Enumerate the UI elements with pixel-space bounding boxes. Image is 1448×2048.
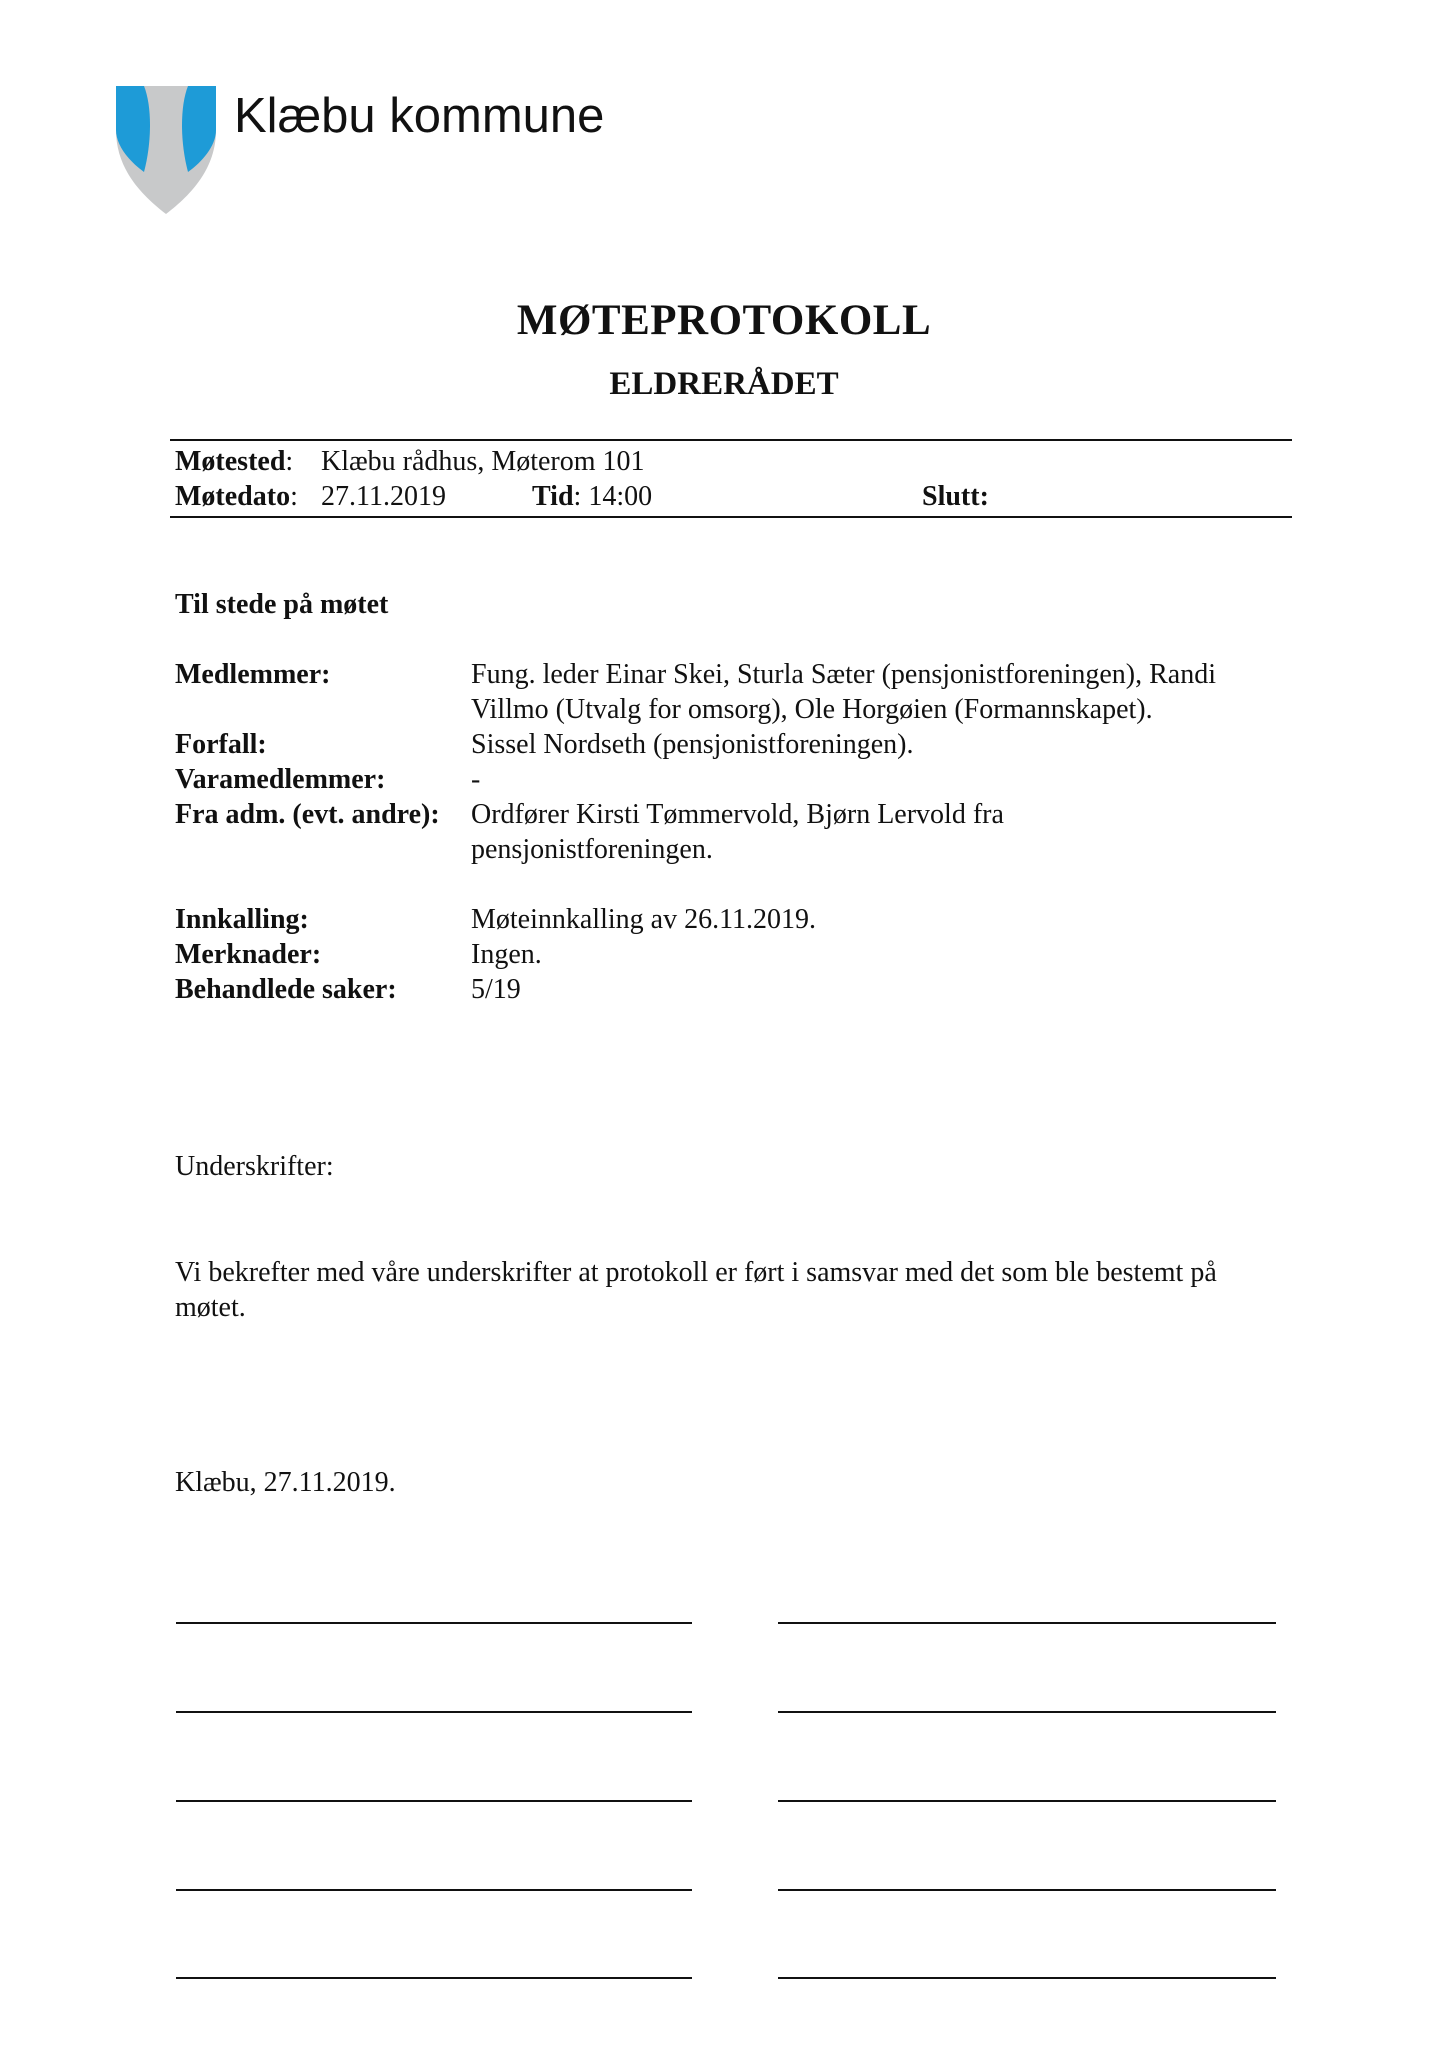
meeting-time-value: 14:00 — [588, 481, 653, 512]
summons-label: Innkalling: — [175, 904, 309, 935]
attendance-heading: Til stede på møtet — [175, 589, 389, 620]
absent-value: Sissel Nordseth (pensjonistforeningen). — [471, 729, 914, 760]
meeting-time-label: Tid — [532, 481, 574, 512]
deputies-label: Varamedlemmer: — [175, 764, 386, 795]
cases-value: 5/19 — [471, 974, 521, 1005]
summons-value: Møteinnkalling av 26.11.2019. — [471, 904, 817, 935]
municipality-name: Klæbu kommune — [234, 89, 605, 143]
confirmation-text-line1: Vi bekrefter med våre underskrifter at protokoll er ført i samsvar med det som ble bestemt på — [175, 1257, 1217, 1288]
signature-line — [778, 1800, 1276, 1802]
meeting-date-row: Møtedato: 27.11.2019 Tid: 14:00 Slutt: — [175, 481, 989, 512]
signature-line — [176, 1711, 692, 1713]
admin-label: Fra adm. (evt. andre): — [175, 799, 440, 830]
meeting-end-label: Slutt: — [922, 481, 989, 512]
signature-line — [176, 1977, 692, 1979]
deputies-value: - — [471, 764, 481, 795]
document-subtitle: ELDRERÅDET — [609, 366, 839, 402]
members-value-line1: Fung. leder Einar Skei, Sturla Sæter (pensjonistforeningen), Randi — [471, 659, 1216, 690]
bottom-rule — [170, 516, 1292, 518]
meeting-date-label: Møtedato — [175, 481, 291, 512]
remarks-label: Merknader: — [175, 939, 322, 970]
meeting-place-value: Klæbu rådhus, Møterom 101 — [321, 446, 645, 477]
signature-line — [176, 1800, 692, 1802]
meeting-place-label: Møtested — [175, 446, 286, 477]
members-label: Medlemmer: — [175, 659, 331, 690]
signatures-heading: Underskrifter: — [175, 1151, 334, 1182]
signature-line — [778, 1977, 1276, 1979]
signature-line — [176, 1622, 692, 1624]
signature-line — [778, 1711, 1276, 1713]
absent-label: Forfall: — [175, 729, 267, 760]
meeting-place-row: Møtested: Klæbu rådhus, Møterom 101 — [175, 446, 645, 477]
admin-value-line1: Ordfører Kirsti Tømmervold, Bjørn Lervold fra — [471, 799, 1004, 830]
cases-label: Behandlede saker: — [175, 974, 397, 1005]
document-title: MØTEPROTOKOLL — [516, 297, 932, 344]
members-value-line2: Villmo (Utvalg for omsorg), Ole Horgøien (Formannskapet). — [471, 694, 1153, 725]
top-rule — [170, 439, 1292, 441]
signature-line — [778, 1622, 1276, 1624]
signature-line — [176, 1889, 692, 1891]
signature-line — [778, 1889, 1276, 1891]
confirmation-text-line2: møtet. — [175, 1292, 246, 1323]
municipal-shield-icon — [112, 86, 220, 214]
meeting-date-value: 27.11.2019 — [321, 481, 446, 512]
remarks-value: Ingen. — [471, 939, 542, 970]
place-date: Klæbu, 27.11.2019. — [175, 1467, 396, 1498]
admin-value-line2: pensjonistforeningen. — [471, 834, 713, 865]
